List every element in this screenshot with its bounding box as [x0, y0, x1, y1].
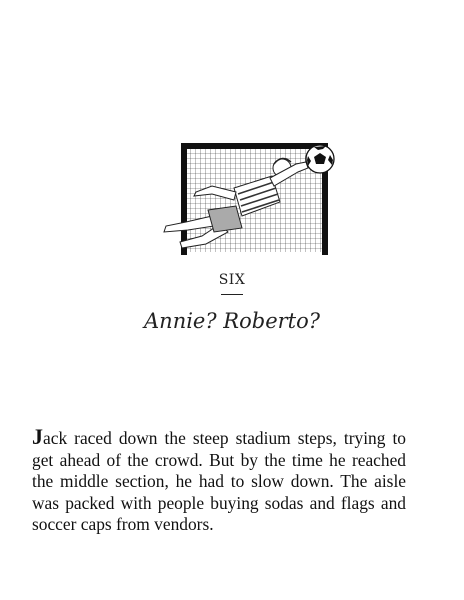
body-paragraph [32, 426, 406, 536]
chapter-divider [221, 294, 243, 295]
drop-letter: J [32, 424, 43, 449]
goalkeeper-illustration [150, 138, 340, 263]
paragraph-text: ack raced down the steep stadium steps, trying to get ahead of the crowd. But by the time he reached the middle section, he had to slow down. The aisle was packed with people buying sodas and flags and soccer caps from vendors. [32, 428, 406, 534]
chapter-title: Annie? Roberto? [144, 309, 320, 333]
soccer-ball [306, 145, 334, 173]
chapter-number: SIX [218, 272, 246, 288]
